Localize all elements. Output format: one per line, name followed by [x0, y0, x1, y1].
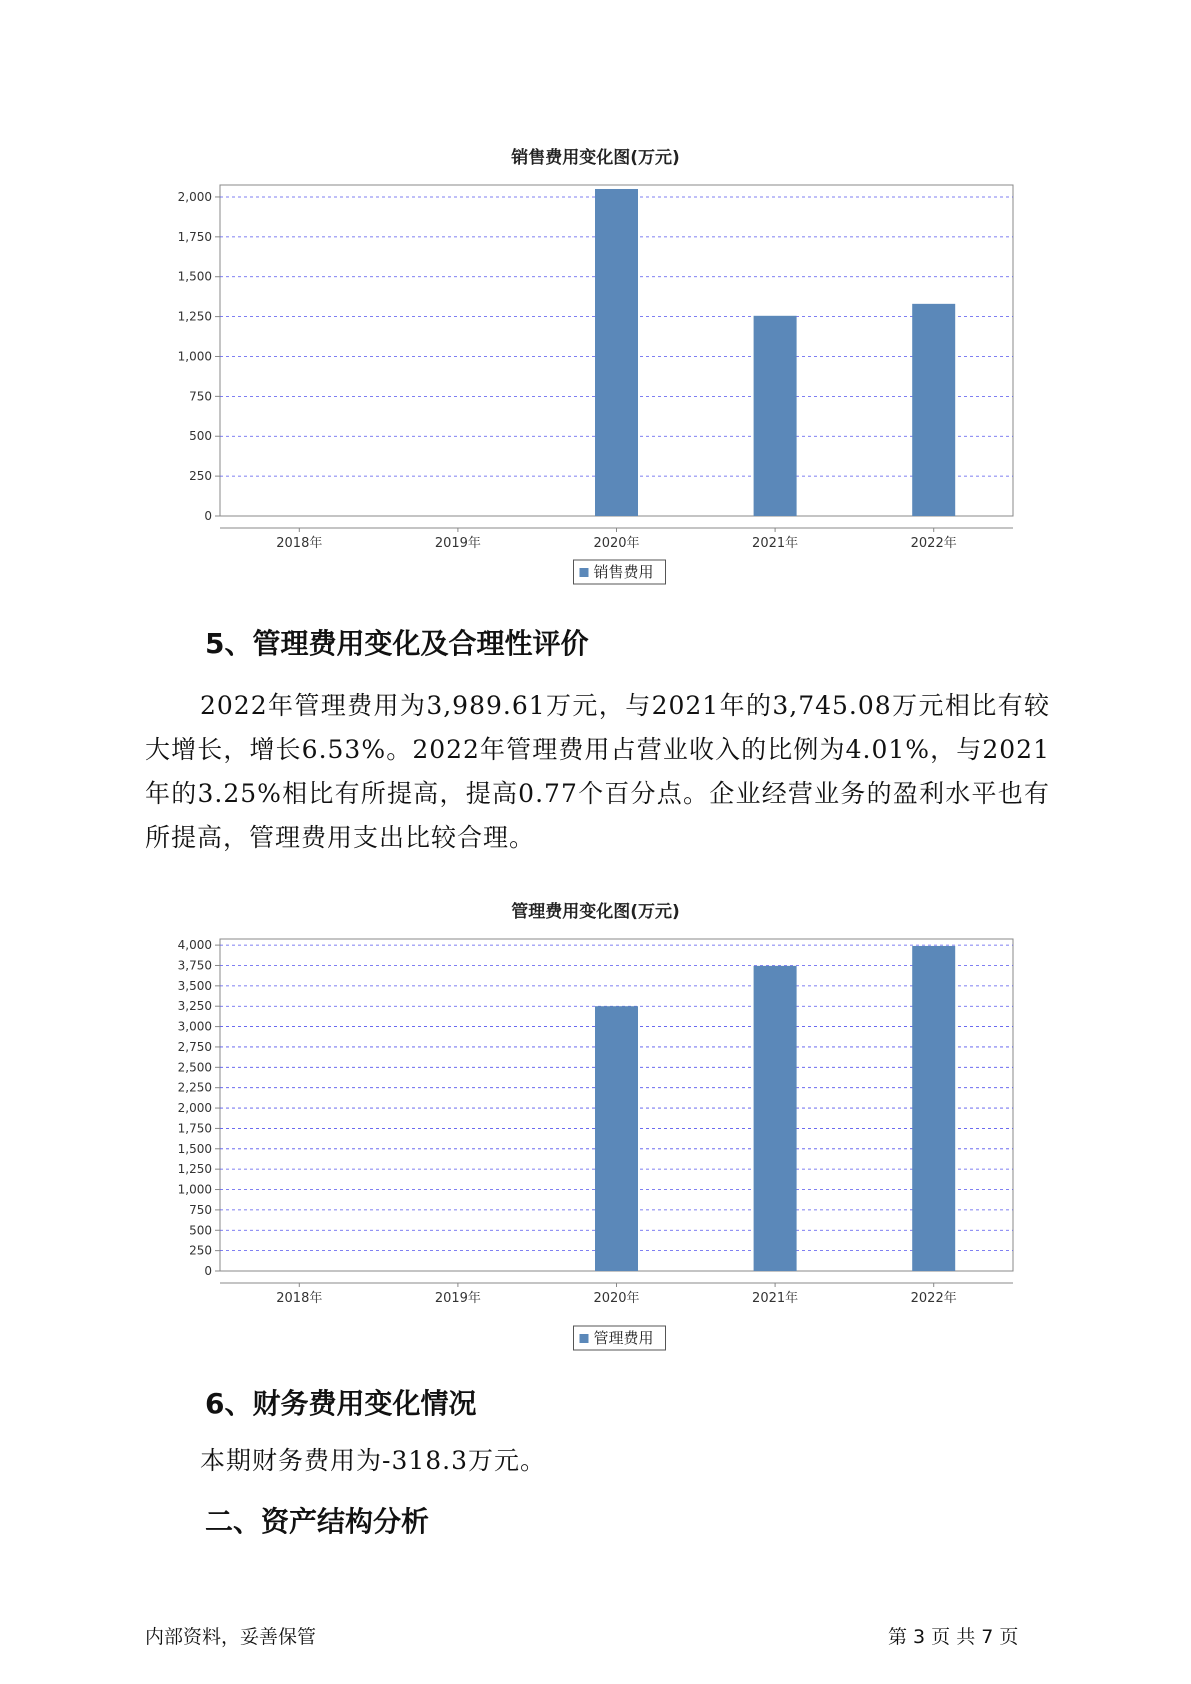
bar: [912, 946, 955, 1271]
x-tick-label: 2018年: [276, 536, 323, 551]
y-tick-label: 500: [189, 1223, 212, 1238]
y-tick-label: 1,250: [177, 309, 212, 324]
sales-expense-chart-title: 销售费用变化图(万元): [511, 148, 680, 168]
y-tick-label: 750: [189, 1202, 212, 1217]
y-tick-label: 750: [189, 389, 212, 404]
bar: [754, 966, 797, 1271]
y-tick-label: 3,250: [177, 999, 212, 1014]
x-tick-label: 2019年: [434, 536, 481, 551]
footer-confidential-note: 内部资料，妥善保管: [145, 1626, 317, 1648]
bar: [595, 1006, 638, 1271]
y-tick-label: 4,000: [177, 938, 212, 953]
x-tick-label: 2019年: [434, 1291, 481, 1306]
legend-label: 管理费用: [593, 1329, 654, 1347]
y-tick-label: 1,000: [177, 1182, 212, 1197]
y-tick-label: 2,250: [177, 1080, 212, 1095]
finance-expense-heading: 6、财务费用变化情况: [205, 1387, 477, 1420]
y-tick-label: 2,500: [177, 1060, 212, 1075]
y-tick-label: 1,000: [177, 349, 212, 364]
y-tick-label: 1,500: [177, 269, 212, 284]
y-tick-label: 500: [189, 429, 212, 444]
y-tick-label: 250: [189, 469, 212, 484]
finance-expense-paragraph: 本期财务费用为-318.3万元。: [200, 1446, 547, 1475]
x-tick-label: 2020年: [593, 1291, 640, 1306]
y-tick-label: 3,000: [177, 1019, 212, 1034]
legend-label: 销售费用: [593, 563, 654, 581]
y-tick-label: 1,500: [177, 1141, 212, 1156]
y-tick-label: 2,000: [177, 189, 212, 204]
legend: [574, 1326, 666, 1350]
y-tick-label: 2,000: [177, 1101, 212, 1116]
x-tick-label: 2020年: [593, 536, 640, 551]
y-tick-label: 2,750: [177, 1039, 212, 1054]
asset-structure-heading: 二、资产结构分析: [205, 1505, 430, 1538]
y-tick-label: 0: [204, 1264, 212, 1278]
y-tick-label: 0: [204, 509, 212, 523]
y-tick-label: 1,750: [177, 1121, 212, 1136]
mgmt-expense-paragraph: 2022年管理费用为3,989.61万元，与2021年的3,745.08万元相比有较大增长，增长6.53%。2022年管理费用占营业收入的比例为4.01%，与2021年的3.25%相比有所提高，提高0.77个百分点。企业经营业务的盈利水平也有所提高，管理费用支出比较合理。: [145, 691, 1050, 852]
x-tick-label: 2022年: [910, 536, 957, 551]
y-tick-label: 250: [189, 1243, 212, 1258]
x-tick-label: 2021年: [752, 536, 799, 551]
y-tick-label: 3,500: [177, 978, 212, 993]
x-tick-label: 2021年: [752, 1291, 799, 1306]
legend-swatch: [580, 1334, 589, 1343]
y-tick-label: 3,750: [177, 958, 212, 973]
mgmt-expense-heading: 5、管理费用变化及合理性评价: [205, 627, 589, 660]
mgmt-expense-chart-title: 管理费用变化图(万元): [511, 902, 680, 922]
y-tick-label: 1,750: [177, 229, 212, 244]
y-tick-label: 1,250: [177, 1162, 212, 1177]
x-tick-label: 2022年: [910, 1291, 957, 1306]
footer-page-number: 第 3 页 共 7 页: [888, 1626, 1019, 1648]
x-tick-label: 2018年: [276, 1291, 323, 1306]
